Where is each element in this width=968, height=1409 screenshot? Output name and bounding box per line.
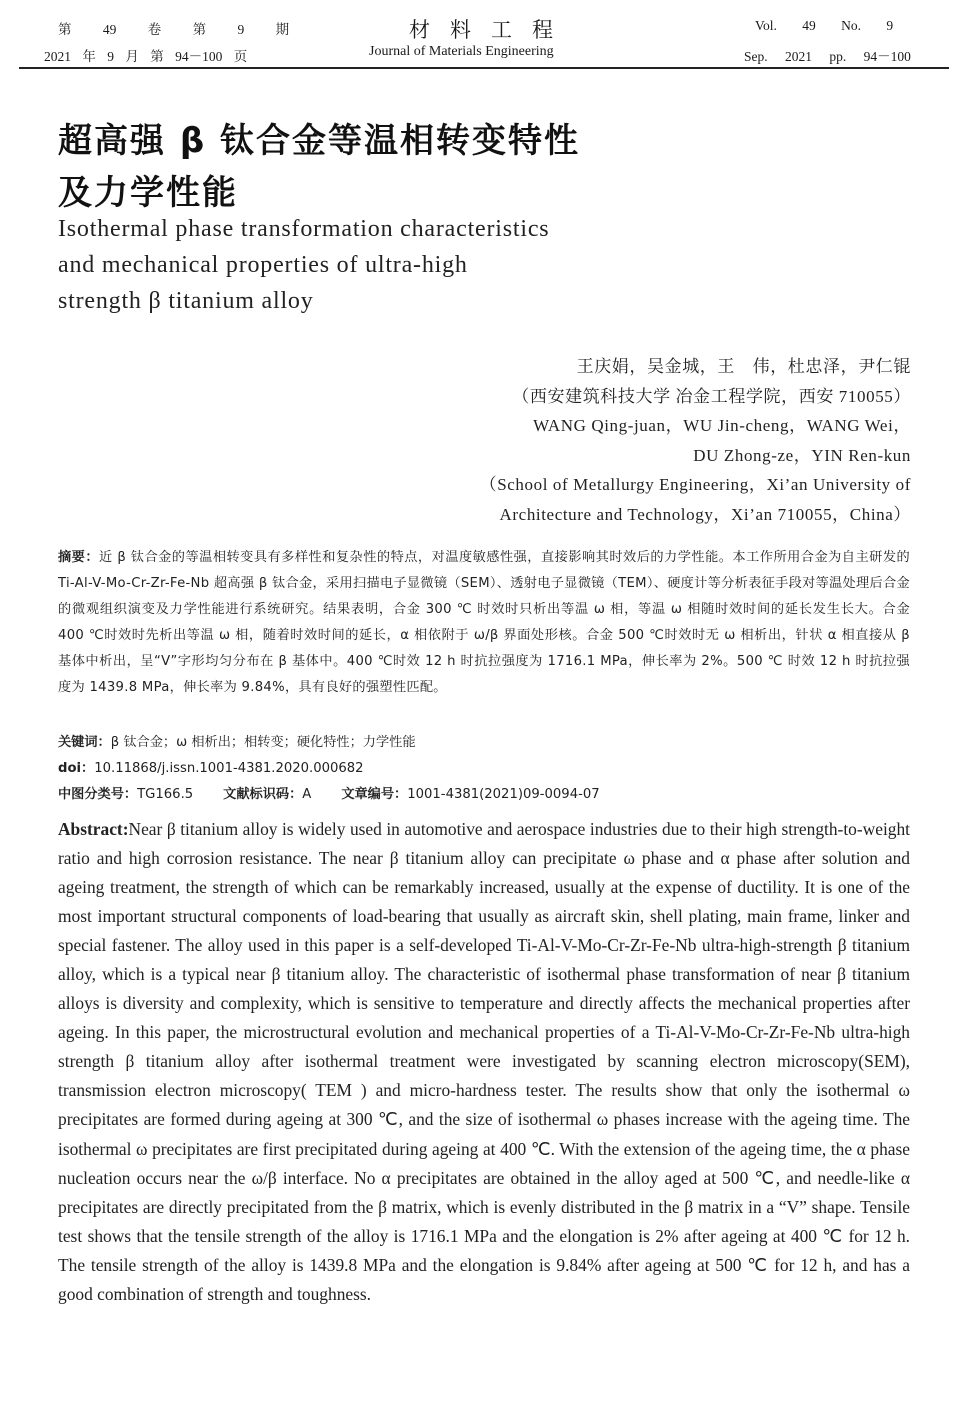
abstract-en-text: Near β titanium alloy is widely used in automotive and aerospace industries due to their high strength-to-weight ratio and high corrosion resistance. The near β titanium alloy can precipitate ω phase and α phase after solution and ageing treatment, the strength of which can be remarkably increased, usually at the expense of ductility. It is one of the most important structural components of load-bearing that usually as aircraft skin, shell plating, main frame, linker and special fastener. The alloy used in this paper is a self-developed Ti-Al-V-Mo-Cr-Zr-Fe-Nb ultra-high-strength β titanium alloy, which is a typical near β titanium alloy. The characteristic of isothermal phase transformation of near β titanium alloys is diversity and complexity, which is sensitive to temperature and directly affects the mechanical properties after ageing. In this paper, the microstructural evolution and mechanical properties of a Ti-Al-V-Mo-Cr-Zr-Fe-Nb ultra-high strength β titanium alloy after isothermal treatment were investigated by scanning electron microscopy(SEM), transmission electron microscopy( TEM ) and micro-hardness tester. The results show that only the isothermal ω precipitates are formed during ageing at 300 ℃, and the size of isothermal ω phases increase with the ageing time. The isothermal ω precipitates are first precipitated during ageing at 400 ℃. With the extension of the ageing time, the α phase nucleation occurs near the ω/β interface. No α precipitates are obtained in the alloy aged at 500 ℃, and needle-like α precipitates are directly precipitated from the β matrix, which is evenly distributed in the β matrix in a “V” shape. Tensile test shows that the tensile strength of the alloy is 1716.1 MPa and the elongation is 2% after ageing at 400 ℃ for 12 h. The tensile strength of the alloy is 1439.8 MPa and the elongation is 9.84% after ageing at 500 ℃ for 12 h, and has a good combination of strength and toughness. bbox=[58, 819, 910, 1304]
affiliation-en-line1: （School of Metallurgy Engineering，Xi’an University of bbox=[479, 475, 911, 494]
abstract-cn-label: 摘要： bbox=[58, 550, 100, 565]
keywords bbox=[58, 733, 910, 753]
header-volume-issue-en bbox=[755, 18, 893, 34]
authors-en-line1: WANG Qing-juan，WU Jin-cheng，WANG Wei， bbox=[533, 416, 911, 435]
journal-title-cn: 材料工程 bbox=[409, 18, 573, 42]
pages-en: pp. 94－100 bbox=[829, 49, 911, 64]
title-en-line1: Isothermal phase transformation characteristics bbox=[58, 216, 550, 242]
abstract-cn-text: 近 β 钛合金的等温相转变具有多样性和复杂性的特点，对温度敏感性强，直接影响其时效后的力学性能。本工作所用合金为自主研发的 Ti-Al-V-Mo-Cr-Zr-Fe-Nb 超高强 β 钛合金，采用扫描电子显微镜（SEM）、透射电子显微镜（TEM）、硬度计等分析表征手段对等温处理后合金的微观组织演变及力学性能进行系统研究。结果表明，合金 300 ℃ 时效时只析出等温 ω 相，等温 ω 相随时效时间的延长发生长大。合金 400 ℃时效时先析出等温 ω 相，随着时效时间的延长，α 相依附于 ω/β 界面处形核。合金 500 ℃时效时无 ω 相析出，针状 α 相直接从 β 基体中析出，呈“V”字形均匀分布在 β 基体中。400 ℃时效 12 h 时抗拉强度为 1716.1 MPa，伸长率为 2%。500 ℃ 时效 12 h 时抗拉强度为 1439.8 MPa，伸长率为 9.84%，具有良好的强塑性匹配。 bbox=[58, 550, 910, 695]
title-english bbox=[58, 211, 678, 319]
doc-code-label: 文献标识码： bbox=[223, 787, 303, 802]
abstract-english bbox=[58, 815, 910, 1309]
journal-title-en: Journal of Materials Engineering bbox=[369, 44, 554, 59]
title-chinese bbox=[58, 115, 678, 219]
article-number-label: 文章编号： bbox=[341, 787, 408, 802]
abstract-chinese bbox=[58, 545, 910, 701]
doi bbox=[58, 759, 910, 779]
affiliation-en-line2: Architecture and Technology，Xi’an 710055，China） bbox=[499, 504, 911, 524]
title-en-line2: and mechanical properties of ultra-high bbox=[58, 252, 468, 278]
keywords-text: β 钛合金；ω 相析出；相转变；硬化特性；力学性能 bbox=[110, 735, 416, 750]
doi-link[interactable]: 10.11868/j.issn.1001-4381.2020.000682 bbox=[94, 761, 364, 776]
authors-block bbox=[391, 352, 911, 529]
abstract-en-label: Abstract: bbox=[58, 819, 129, 839]
header-rule bbox=[19, 67, 949, 69]
header-date-pages-en bbox=[744, 45, 911, 65]
volume-cn: 第 49 卷 bbox=[58, 22, 162, 37]
clc-label: 中图分类号： bbox=[58, 787, 138, 802]
authors-en-line2: DU Zhong-ze，YIN Ren-kun bbox=[693, 445, 911, 465]
keywords-label: 关键词： bbox=[58, 735, 111, 750]
pages-cn: 第 94－100 页 bbox=[150, 49, 248, 64]
header-date-pages-cn bbox=[44, 45, 247, 65]
issue-cn: 第 9 期 bbox=[192, 22, 290, 37]
volume-en: Vol. 49 bbox=[755, 18, 816, 33]
running-header bbox=[0, 0, 968, 70]
doi-label: doi： bbox=[58, 761, 95, 776]
classification-line bbox=[58, 785, 910, 805]
title-en-line3: strength β titanium alloy bbox=[58, 288, 314, 314]
clc-value: TG166.5 bbox=[137, 787, 194, 802]
date-en: Sep. 2021 bbox=[744, 49, 812, 64]
header-volume-issue-cn bbox=[58, 18, 289, 38]
doc-code-value: A bbox=[302, 787, 312, 802]
issue-en: No. 9 bbox=[841, 18, 894, 33]
title-cn-line1: 超高强 β 钛合金等温相转变特性 bbox=[58, 121, 581, 161]
authors-cn: 王庆娟，吴金城，王 伟，杜忠泽，尹仁锟 bbox=[576, 357, 911, 376]
affiliation-cn: （西安建筑科技大学 冶金工程学院，西安 710055） bbox=[512, 386, 911, 406]
date-cn: 2021 年 9 月 bbox=[44, 49, 139, 64]
article-number-value: 1001-4381(2021)09-0094-07 bbox=[407, 787, 600, 802]
title-cn-line2: 及力学性能 bbox=[58, 173, 238, 213]
